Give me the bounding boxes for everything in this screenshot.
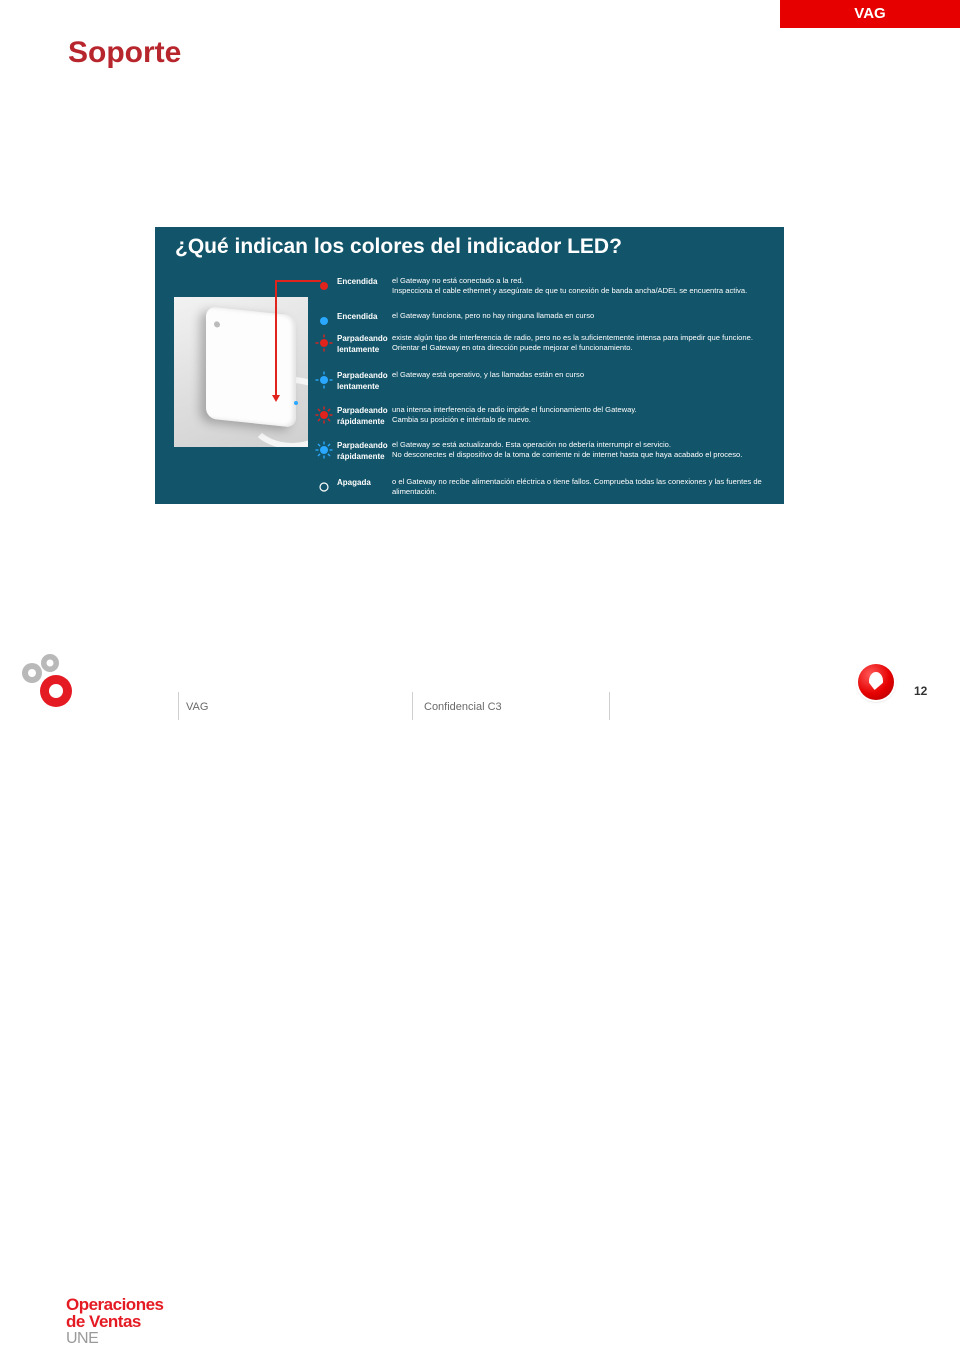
led-state-label: Encendida <box>337 277 378 286</box>
logo-line-1: Operaciones <box>66 1295 164 1314</box>
page-number: 12 <box>914 684 928 698</box>
led-state-description: existe algún tipo de interferencia de radio, pero no es la suficientemente intensa para impedir que funcione. Orientar el Gateway en otra dirección puede mejorar el funcionamiento. <box>392 333 753 352</box>
red-solid-led-icon <box>315 277 333 295</box>
footer-divider <box>178 692 179 720</box>
device-logo-icon <box>214 321 220 328</box>
device-led-icon <box>294 401 298 405</box>
led-state-label: Parpadeando lentamente <box>337 371 388 391</box>
footer-divider <box>412 692 413 720</box>
led-state-label: Parpadeando lentamente <box>337 334 388 354</box>
footer-confidential-label: Confidencial C3 <box>424 701 502 713</box>
led-state-label: Encendida <box>337 312 378 321</box>
led-state-description: el Gateway funciona, pero no hay ninguna llamada en curso <box>392 311 595 320</box>
gears-icon <box>10 645 80 717</box>
logo-line-2: de Ventas <box>66 1312 141 1331</box>
pointer-line-vertical <box>275 280 277 398</box>
pointer-arrow-icon <box>272 395 280 402</box>
led-state-description: una intensa interferencia de radio impide el funcionamiento del Gateway. Cambia su posición e inténtalo de nuevo. <box>392 405 637 424</box>
led-state-description: el Gateway no está conectado a la red. Inspecciona el cable ethernet y asegúrate de que tu conexión de banda ancha/ADEL se encuentra activa. <box>392 276 748 295</box>
footer-left-label: VAG <box>186 701 209 713</box>
slide-title: Soporte <box>68 36 182 69</box>
led-info-panel <box>155 227 784 504</box>
led-state-description: o el Gateway no recibe alimentación eléctrica o tiene fallos. Comprueba todas las conexiones y las fuentes de alimentación. <box>392 477 762 496</box>
vodafone-logo-icon <box>858 664 894 700</box>
logo-line-3: UNE <box>66 1330 99 1347</box>
blue-solid-led-icon <box>315 312 333 330</box>
blue-fast-blinking-led-icon <box>315 441 333 459</box>
led-state-label: Apagada <box>337 478 371 487</box>
operaciones-ventas-logo <box>0 645 170 1347</box>
panel-title: ¿Qué indican los colores del indicador LED? <box>175 235 622 258</box>
led-state-description: el Gateway está operativo, y las llamadas están en curso <box>392 370 585 379</box>
led-state-label: Parpadeando rápidamente <box>337 406 388 426</box>
device-body <box>206 306 296 427</box>
led-state-description: el Gateway se está actualizando. Esta operación no debería interrumpir el servicio. No desconectes el dispositivo de la toma de corriente ni de internet hasta que haya acabado el proceso. <box>392 440 743 459</box>
logo-wordmark <box>66 1296 164 1347</box>
red-blinking-led-icon <box>315 334 333 352</box>
footer-divider <box>609 692 610 720</box>
off-led-icon <box>315 478 333 496</box>
gateway-device-image <box>174 297 308 447</box>
brand-tag: VAG <box>780 0 960 28</box>
blue-blinking-led-icon <box>315 371 333 389</box>
led-state-label: Parpadeando rápidamente <box>337 441 388 461</box>
red-fast-blinking-led-icon <box>315 406 333 424</box>
